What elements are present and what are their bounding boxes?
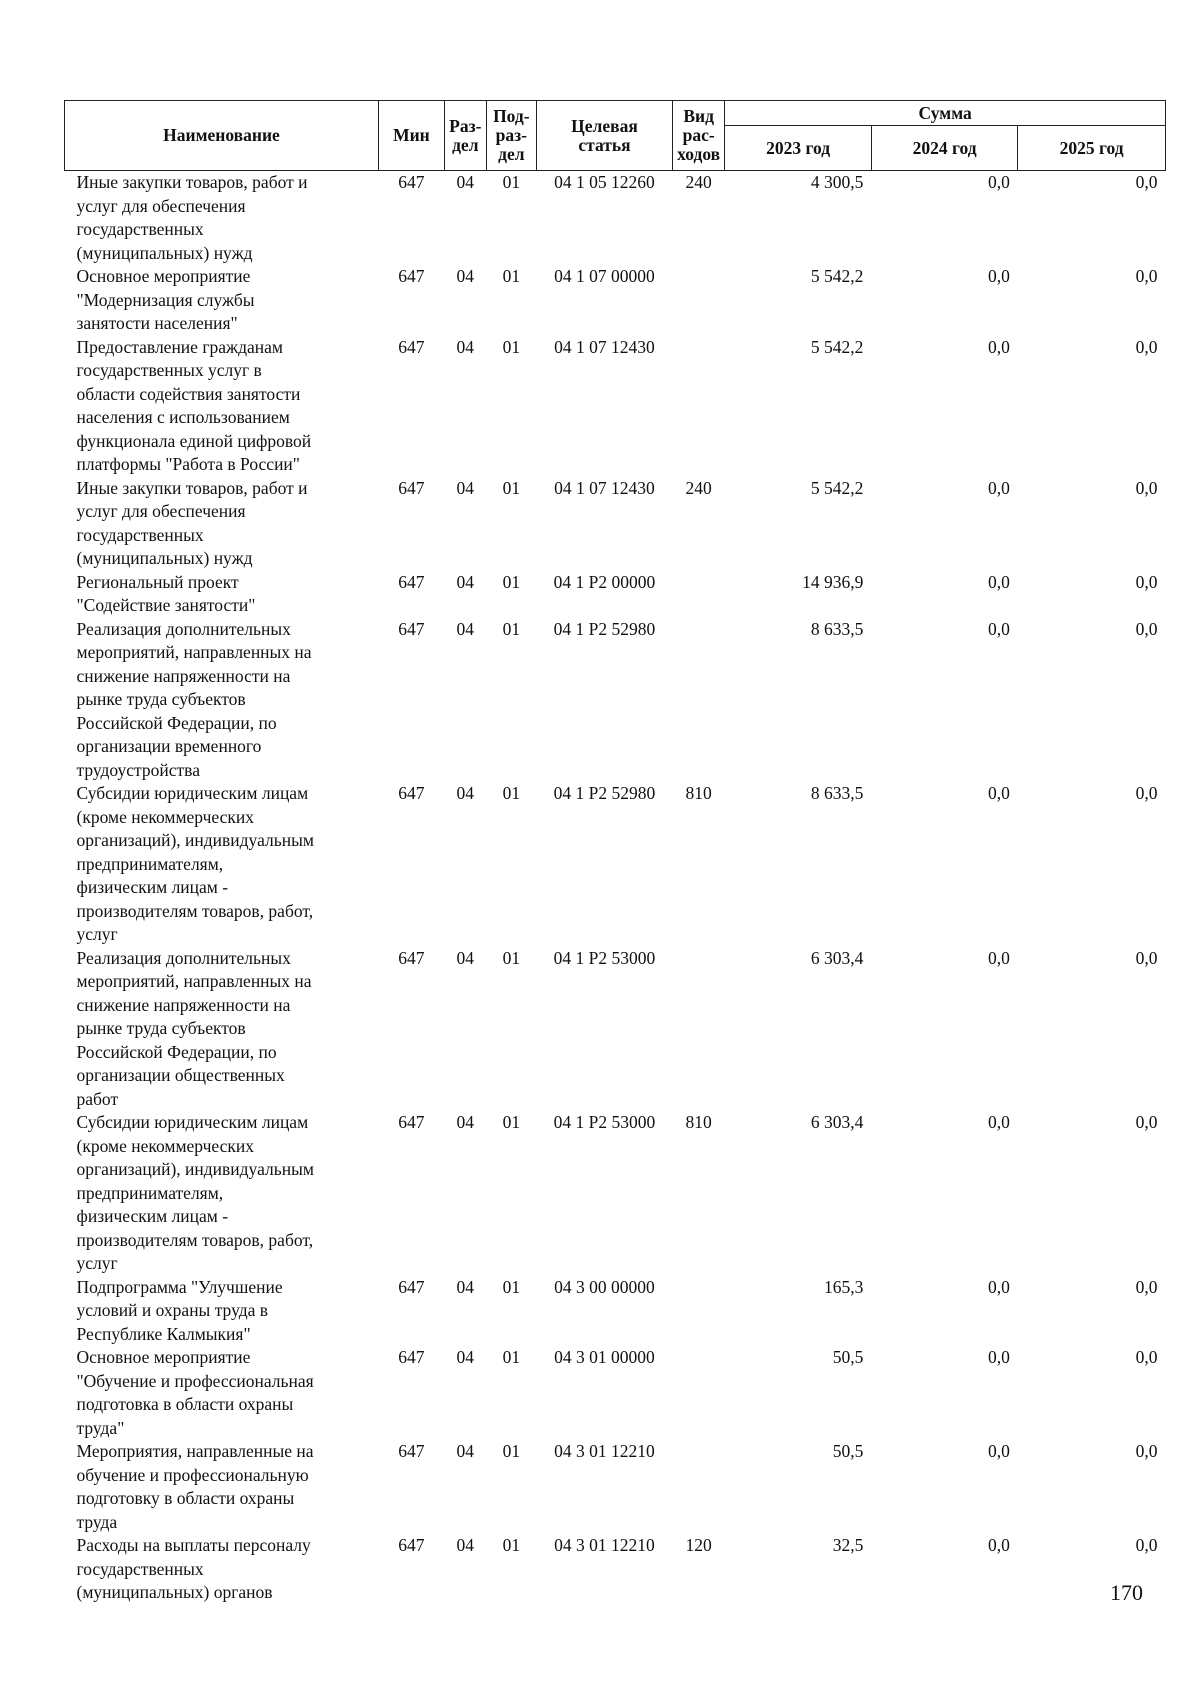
table-row	[65, 171, 1166, 266]
cell-y2025: 0,0	[1135, 172, 1158, 192]
cell-y2025: 0,0	[1135, 1535, 1158, 1555]
cell-target: 04 1 07 12430	[554, 336, 655, 357]
cell-y2023: 8 633,5	[810, 618, 864, 639]
cell-y2025: 0,0	[1135, 1347, 1158, 1367]
cell-razdel: 04	[456, 618, 475, 639]
cell-y2024: 0,0	[987, 1535, 1010, 1555]
header-razdel: Раз- дел	[444, 101, 486, 171]
cell-podrazdel: 01	[502, 336, 521, 357]
cell-podrazdel: 01	[502, 1276, 521, 1297]
cell-min: 647	[398, 1112, 425, 1132]
cell-target: 04 3 01 12210	[554, 1441, 655, 1461]
table-row	[65, 1440, 1166, 1534]
cell-y2023: 5 542,2	[810, 336, 864, 357]
header-2024: 2024 год	[871, 126, 1018, 171]
cell-min: 647	[398, 571, 425, 592]
cell-name: Реализация дополнительных мероприятий, направленных на снижение напряженности на рынке труда субъектов Российской Федерации, по организации общественных работ	[76, 947, 312, 1109]
cell-podrazdel: 01	[502, 1441, 521, 1461]
cell-y2024: 0,0	[987, 1276, 1010, 1297]
cell-y2024: 0,0	[987, 172, 1010, 192]
cell-y2023: 5 542,2	[810, 477, 864, 498]
cell-name: Субсидии юридическим лицам (кроме некоммерческих организаций), индивидуальным предпринимателям, физическим лицам - производителям товаров, работ, услуг	[76, 1112, 314, 1273]
cell-name: Предоставление гражданам государственных услуг в области содействия занятости населения с использованием функционала единой цифровой платформы "Работа в России"	[76, 336, 312, 474]
cell-y2025: 0,0	[1135, 571, 1158, 592]
cell-razdel: 04	[456, 336, 475, 357]
cell-vid: 810	[685, 783, 712, 803]
cell-y2023: 8 633,5	[810, 783, 864, 803]
cell-razdel: 04	[456, 1441, 475, 1461]
cell-min: 647	[398, 1276, 425, 1297]
cell-name: Расходы на выплаты персоналу государственных (муниципальных) органов	[76, 1535, 311, 1602]
cell-y2025: 0,0	[1135, 783, 1158, 803]
cell-min: 647	[398, 172, 425, 192]
cell-vid	[673, 947, 725, 1112]
cell-y2024: 0,0	[987, 618, 1010, 639]
table-row	[65, 1346, 1166, 1440]
cell-min: 647	[398, 336, 425, 357]
cell-y2025: 0,0	[1135, 266, 1158, 286]
cell-y2024: 0,0	[987, 266, 1010, 286]
cell-y2023: 5 542,2	[810, 266, 864, 286]
cell-name: Реализация дополнительных мероприятий, направленных на снижение напряженности на рынке труда субъектов Российской Федерации, по организации временного трудоустройства	[76, 618, 312, 780]
cell-vid: 240	[685, 477, 712, 498]
table-row	[65, 618, 1166, 783]
cell-podrazdel: 01	[502, 1535, 521, 1555]
cell-podrazdel: 01	[502, 1112, 521, 1132]
cell-y2024: 0,0	[987, 1347, 1010, 1367]
cell-podrazdel: 01	[502, 477, 521, 498]
cell-name: Иные закупки товаров, работ и услуг для обеспечения государственных (муниципальных) нужд	[76, 172, 308, 263]
cell-y2024: 0,0	[987, 783, 1010, 803]
cell-y2024: 0,0	[987, 336, 1010, 357]
cell-y2024: 0,0	[987, 947, 1010, 968]
cell-vid: 240	[685, 172, 712, 192]
cell-target: 04 3 01 00000	[554, 1347, 655, 1367]
cell-vid	[673, 1346, 725, 1440]
cell-vid	[673, 336, 725, 477]
cell-podrazdel: 01	[502, 571, 521, 592]
cell-y2024: 0,0	[987, 1441, 1010, 1461]
cell-target: 04 3 01 12210	[554, 1535, 655, 1555]
cell-target: 04 3 00 00000	[554, 1276, 655, 1297]
table-row	[65, 1111, 1166, 1276]
cell-podrazdel: 01	[502, 1347, 521, 1367]
header-target: Целевая статья	[536, 101, 672, 171]
table-row	[65, 1276, 1166, 1347]
cell-razdel: 04	[456, 571, 475, 592]
cell-razdel: 04	[456, 172, 475, 192]
cell-podrazdel: 01	[502, 618, 521, 639]
cell-min: 647	[398, 783, 425, 803]
header-min: Мин	[378, 101, 444, 171]
cell-target: 04 1 05 12260	[554, 172, 655, 192]
cell-podrazdel: 01	[502, 783, 521, 803]
cell-vid	[673, 571, 725, 618]
cell-min: 647	[398, 477, 425, 498]
cell-target: 04 1 P2 53000	[553, 1112, 656, 1132]
cell-y2023: 32,5	[832, 1535, 864, 1555]
cell-razdel: 04	[456, 266, 475, 286]
table-row	[65, 782, 1166, 947]
cell-y2023: 14 936,9	[802, 571, 864, 592]
cell-y2025: 0,0	[1135, 1441, 1158, 1461]
cell-y2023: 6 303,4	[810, 1112, 864, 1132]
cell-y2025: 0,0	[1135, 947, 1158, 968]
cell-min: 647	[398, 1535, 425, 1555]
cell-name: Субсидии юридическим лицам (кроме некоммерческих организаций), индивидуальным предпринимателям, физическим лицам - производителям товаров, работ, услуг	[76, 783, 314, 944]
cell-y2023: 4 300,5	[810, 172, 864, 192]
cell-podrazdel: 01	[502, 947, 521, 968]
header-podrazdel: Под- раз- дел	[486, 101, 536, 171]
cell-podrazdel: 01	[502, 172, 521, 192]
cell-y2023: 50,5	[832, 1441, 864, 1461]
cell-razdel: 04	[456, 1535, 475, 1555]
budget-table	[64, 100, 1166, 1605]
cell-name: Иные закупки товаров, работ и услуг для обеспечения государственных (муниципальных) нужд	[76, 477, 308, 568]
cell-name: Основное мероприятие "Модернизация службы занятости населения"	[76, 266, 255, 333]
cell-target: 04 1 P2 52980	[553, 783, 656, 803]
cell-razdel: 04	[456, 1276, 475, 1297]
cell-razdel: 04	[456, 783, 475, 803]
table-row	[65, 265, 1166, 336]
cell-name: Региональный проект "Содействие занятости"	[76, 571, 256, 615]
page-number: 170	[1110, 1580, 1143, 1605]
cell-vid: 810	[685, 1112, 712, 1132]
table-row	[65, 571, 1166, 618]
header-name: Наименование	[65, 101, 379, 171]
cell-razdel: 04	[456, 1112, 475, 1132]
cell-target: 04 1 P2 52980	[553, 618, 656, 639]
table-row	[65, 1534, 1166, 1605]
cell-y2024: 0,0	[987, 1112, 1010, 1132]
cell-razdel: 04	[456, 477, 475, 498]
table-row	[65, 477, 1166, 571]
cell-vid	[673, 1276, 725, 1347]
cell-min: 647	[398, 1347, 425, 1367]
cell-vid	[673, 1440, 725, 1534]
cell-name: Основное мероприятие "Обучение и профессиональная подготовка в области охраны труда"	[76, 1347, 314, 1438]
cell-target: 04 1 P2 53000	[553, 947, 656, 968]
cell-vid: 120	[685, 1535, 712, 1555]
table-row	[65, 947, 1166, 1112]
budget-table-container	[64, 100, 1166, 1605]
cell-razdel: 04	[456, 1347, 475, 1367]
cell-y2025: 0,0	[1135, 1112, 1158, 1132]
cell-target: 04 1 07 12430	[554, 477, 655, 498]
cell-y2025: 0,0	[1135, 336, 1158, 357]
cell-y2025: 0,0	[1135, 618, 1158, 639]
cell-y2024: 0,0	[987, 477, 1010, 498]
cell-y2024: 0,0	[987, 571, 1010, 592]
table-row	[65, 336, 1166, 477]
cell-y2023: 50,5	[832, 1347, 864, 1367]
cell-vid	[673, 618, 725, 783]
cell-min: 647	[398, 947, 425, 968]
table-body	[65, 171, 1166, 1605]
cell-podrazdel: 01	[502, 266, 521, 286]
header-2025: 2025 год	[1018, 126, 1166, 171]
cell-vid	[673, 265, 725, 336]
header-summa: Сумма	[725, 101, 1166, 126]
cell-name: Подпрограмма "Улучшение условий и охраны труда в Республике Калмыкия"	[76, 1276, 283, 1344]
header-2023: 2023 год	[725, 126, 872, 171]
header-vid: Вид рас- ходов	[673, 101, 725, 171]
cell-min: 647	[398, 618, 425, 639]
cell-min: 647	[398, 266, 425, 286]
cell-y2025: 0,0	[1135, 1276, 1158, 1297]
cell-min: 647	[398, 1441, 425, 1461]
cell-target: 04 1 07 00000	[554, 266, 655, 286]
cell-y2025: 0,0	[1135, 477, 1158, 498]
cell-target: 04 1 P2 00000	[553, 571, 656, 592]
cell-y2023: 6 303,4	[810, 947, 864, 968]
cell-name: Мероприятия, направленные на обучение и профессиональную подготовку в области охраны труда	[76, 1441, 314, 1532]
cell-razdel: 04	[456, 947, 475, 968]
cell-y2023: 165,3	[823, 1276, 864, 1297]
